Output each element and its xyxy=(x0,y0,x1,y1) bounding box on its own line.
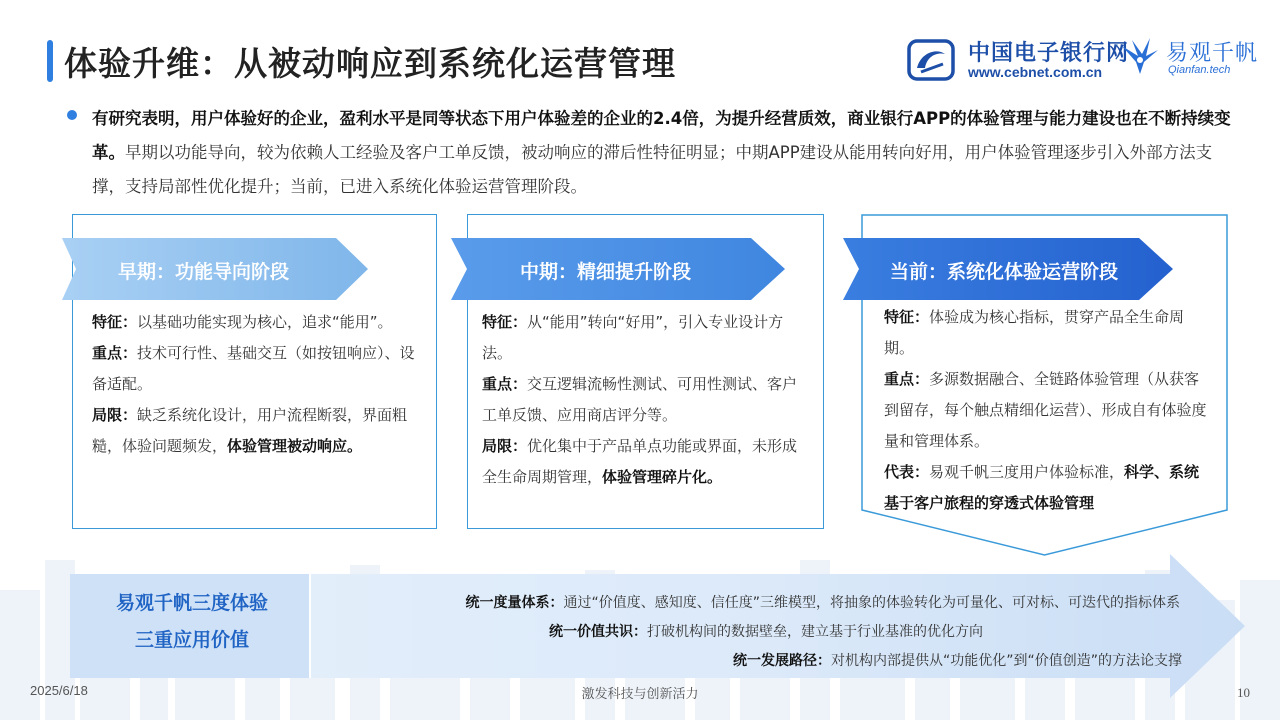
title-accent-bar xyxy=(47,40,53,82)
banner-line-text: 打破机构间的数据壁垒，建立基于行业基准的优化方向 xyxy=(647,624,983,640)
banner-line-text: 对机构内部提供从“功能优化”到“价值创造”的方法论支撑 xyxy=(830,653,1182,669)
banner-title-line1: 易观千帆三度体验 xyxy=(115,592,268,614)
item-text: 以基础功能实现为核心，追求“能用”。 xyxy=(137,313,393,331)
item-label: 代表： xyxy=(884,463,930,481)
stage-title-early: 早期：功能导向阶段 xyxy=(118,261,290,283)
stage-item-focus xyxy=(884,364,1214,457)
item-bold-tail: 体验管理碎片化。 xyxy=(602,468,723,486)
stage-item-representative xyxy=(884,457,1214,519)
item-text: 从“能用”转向“好用”，引入专业设计方法。 xyxy=(482,313,784,362)
banner-line-path xyxy=(733,650,1182,670)
banner-title-line2: 三重应用价值 xyxy=(134,629,249,651)
banner-line-label: 统一价值共识： xyxy=(549,624,647,640)
stage-item-limit xyxy=(92,400,417,462)
banner-title xyxy=(74,585,310,659)
stage-item-feature xyxy=(884,302,1214,364)
item-text: 体验成为核心指标，贯穿产品全生命周期。 xyxy=(884,308,1185,357)
banner-line-text: 通过“价值度、感知度、信任度”三维模型，将抽象的体验转化为可量化、可对标、可迭代的指标体系 xyxy=(563,595,1180,611)
item-label: 局限： xyxy=(482,437,528,455)
stage-item-focus xyxy=(482,369,812,431)
item-text: 交互逻辑流畅性测试、可用性测试、客户工单反馈、应用商店评分等。 xyxy=(482,375,798,424)
item-label: 特征： xyxy=(884,308,930,326)
cebnet-logo-icon xyxy=(907,38,955,82)
stage-item-focus xyxy=(92,338,417,400)
item-label: 重点： xyxy=(482,375,528,393)
item-text: 缺乏系统化设计，用户流程断裂，界面粗糙，体验问题频发， xyxy=(92,406,408,455)
item-text: 多源数据融合、全链路体验管理（从获客到留存，每个触点精细化运营）、形成自有体验度量和管理体系。 xyxy=(884,370,1207,450)
stage-item-limit xyxy=(482,431,812,493)
item-text: 优化集中于产品单点功能或界面，未形成全生命周期管理， xyxy=(482,437,798,486)
item-label: 局限： xyxy=(92,406,138,424)
item-text: 易观千帆三度用户体验标准， xyxy=(929,463,1125,481)
stage-text-current xyxy=(884,302,1214,519)
intro-bullet xyxy=(67,110,77,120)
item-label: 特征： xyxy=(482,313,528,331)
stage-title-current: 当前：系统化体验运营阶段 xyxy=(890,261,1119,283)
item-text: 技术可行性、基础交互（如按钮响应）、设备适配。 xyxy=(92,344,415,393)
item-bold-tail: 科学、系统基于客户旅程的穿透式体验管理 xyxy=(884,463,1200,512)
footer-date: 2025/6/18 xyxy=(30,683,88,698)
banner-line-consensus xyxy=(549,621,983,641)
stage-text-early xyxy=(92,307,417,462)
cebnet-logo-name: 中国电子银行网 xyxy=(968,41,1130,66)
stage-text-middle xyxy=(482,307,812,493)
item-bold-tail: 体验管理被动响应。 xyxy=(227,437,363,455)
intro-normal-text: 早期以功能导向，较为依赖人工经验及客户工单反馈，被动响应的滞后性特征明显；中期APP建设从能用转向好用，用户体验管理逐步引入外部方法支撑，支持局部性优化提升；当前，已进入系统化体验运营管理阶段。 xyxy=(92,143,1213,196)
intro-bold-text: 有研究表明，用户体验好的企业，盈利水平是同等状态下用户体验差的企业的2.4倍，为提升经营质效，商业银行APP的体验管理与能力建设也在不断持续变革。 xyxy=(92,109,1231,162)
page-title: 体验升维：从被动响应到系统化运营管理 xyxy=(64,44,676,83)
footer-slogan: 激发科技与创新活力 xyxy=(581,687,699,702)
qianfan-logo-url: Qianfan.tech xyxy=(1168,64,1231,76)
qianfan-logo-name: 易观千帆 xyxy=(1166,41,1259,66)
banner-line-label: 统一发展路径： xyxy=(732,653,831,669)
intro-paragraph xyxy=(92,102,1232,204)
item-label: 重点： xyxy=(92,344,138,362)
stage-title-middle: 中期：精细提升阶段 xyxy=(520,261,692,283)
stage-item-feature xyxy=(92,307,417,338)
qianfan-bird-logo-icon xyxy=(1120,36,1160,78)
cebnet-logo-url: www.cebnet.com.cn xyxy=(968,64,1103,80)
item-label: 重点： xyxy=(884,370,930,388)
banner-line-label: 统一度量体系： xyxy=(465,595,564,611)
banner-line-metrics xyxy=(465,592,1180,612)
page-number: 10 xyxy=(1237,685,1250,700)
stage-item-feature xyxy=(482,307,812,369)
item-label: 特征： xyxy=(92,313,138,331)
